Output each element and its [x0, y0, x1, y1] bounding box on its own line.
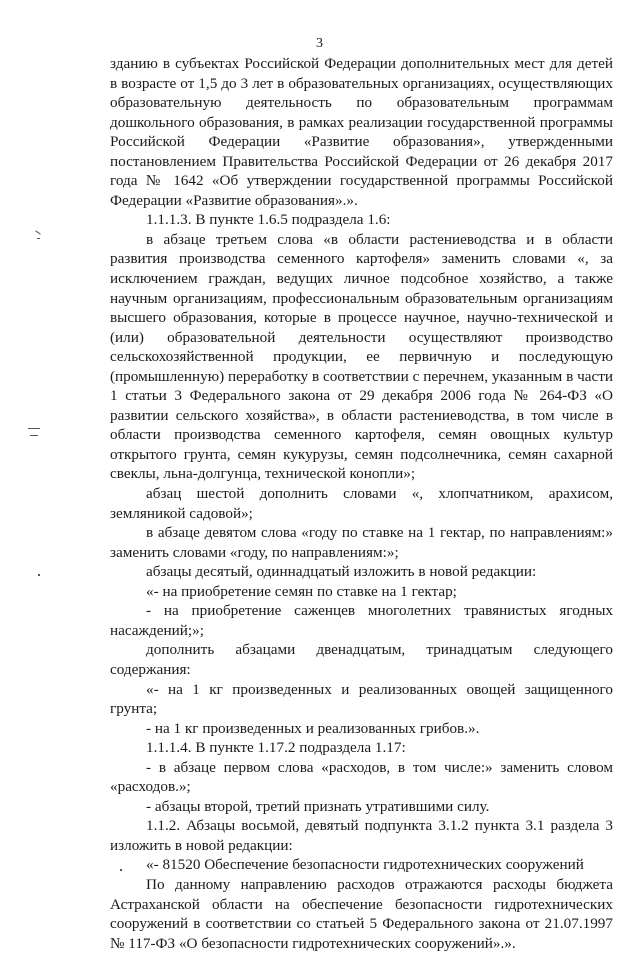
paragraph-13: - в абзаце первом слова «расходов, в том числе:» заменить словом «расходов.»;: [110, 758, 613, 796]
paragraph-1: зданию в субъектах Российской Федерации дополнительных мест для детей в возрасте от 1,5 до 3 лет в образовательных организациях, осуществляющих образовательную деятельность по образовательным программам дошкольного образования, в рамках реализации государственной программы Российской Федерации «Развитие образования», утвержденными постановлением Правительства Российской Федерации от 26 декабря 2017 года № 1642 «Об утверждении государственной программы Российской Федерации «Развитие образования».».: [110, 55, 613, 209]
scan-mark: [35, 230, 40, 234]
paragraph-10: «- на 1 кг произведенных и реализованных овощей защищенного грунта;: [110, 680, 613, 718]
paragraph-3: в абзаце третьем слова «в области растениеводства и в области развития производства семенного картофеля» заменить словами «, за исключением граждан, ведущих личное подсобное хозяйство, а также научным организациям, профессиональным образовательным организациям высшего образования, которые в процессе научное, научно-технической и (или) образовательной деятельности осуществляют производство сельскохозяйственной продукции, ее первичную и последующую (промышленную) переработку в соответствии с перечнем, указанным в части 1 статьи 3 Федерального закона от 29 декабря 2006 года № 264-ФЗ «О развитии сельского хозяйства», в области растениеводства, в том числе в области производства семенного картофеля, семян овощных культур открытого грунта, семян кукурузы, семян подсолнечника, семян сахарной свеклы, льна-долгунца, технической конопли»;: [110, 230, 613, 483]
scan-mark: [37, 238, 40, 239]
paragraph-9: дополнить абзацами двенадцатым, тринадцатым следующего содержания:: [110, 641, 613, 678]
paragraph-4: абзац шестой дополнить словами «, хлопчатником, арахисом, земляникой садовой»;: [110, 485, 613, 522]
paragraph-5: в абзаце девятом слова «году по ставке на 1 гектар, по направлениям:» заменить словами «году, по направлениям:»;: [110, 524, 613, 561]
paragraph-16: «- 81520 Обеспечение безопасности гидротехнических сооружений: [146, 856, 584, 874]
document-body: [110, 54, 613, 953]
scan-mark: [30, 435, 38, 436]
paragraph-8: - на приобретение саженцев многолетних травянистых ягодных насаждений;»;: [110, 602, 613, 639]
paragraph-7: «- на приобретение семян по ставке на 1 гектар;: [146, 582, 457, 600]
paragraph-6: абзацы десятый, одиннадцатый изложить в новой редакции:: [146, 563, 537, 581]
paragraph-2: 1.1.1.3. В пункте 1.6.5 подраздела 1.6:: [146, 211, 391, 229]
paragraph-15: 1.1.2. Абзацы восьмой, девятый подпункта 3.1.2 пункта 3.1 раздела 3 изложить в новой редакции:: [110, 817, 613, 854]
paragraph-11: - на 1 кг произведенных и реализованных грибов.».: [146, 719, 480, 737]
scan-mark: [38, 574, 40, 576]
paragraph-12: 1.1.1.4. В пункте 1.17.2 подраздела 1.17:: [146, 739, 406, 757]
scan-mark: [28, 428, 40, 429]
paragraph-14: - абзацы второй, третий признать утратившими силу.: [146, 797, 490, 815]
page-number: 3: [316, 36, 323, 51]
scan-mark: [120, 869, 122, 871]
paragraph-17: По данному направлению расходов отражаются расходы бюджета Астраханской области на обеспечение безопасности гидротехнических сооружений в соответствии со статьей 5 Федерального закона от 21.07.1997 № 117-ФЗ «О безопасности гидротехнических сооружений».».: [110, 875, 613, 952]
